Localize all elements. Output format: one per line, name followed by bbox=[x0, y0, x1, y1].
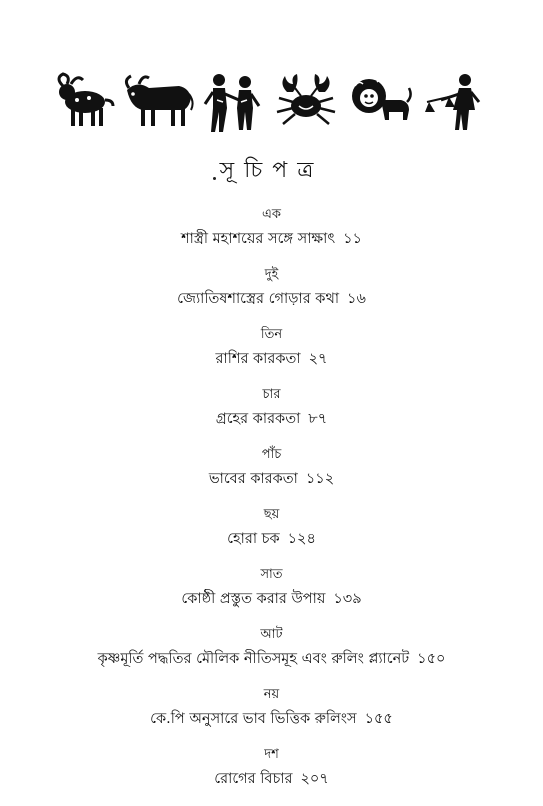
cancer-icon bbox=[273, 72, 339, 132]
aries-icon bbox=[55, 72, 117, 132]
chapter-number: দশ bbox=[264, 747, 279, 762]
zodiac-illustration-row bbox=[55, 72, 485, 134]
toc-line bbox=[0, 649, 543, 669]
toc-line bbox=[0, 289, 543, 309]
toc-line bbox=[0, 349, 543, 369]
chapter-title: রোগের বিচার bbox=[214, 771, 293, 787]
toc-entry bbox=[0, 746, 543, 789]
chapter-number: দুই bbox=[264, 267, 279, 282]
toc-line bbox=[0, 469, 543, 489]
toc-entry bbox=[0, 326, 543, 369]
page-number: ৮৭ bbox=[308, 411, 328, 427]
chapter-title: শাস্ত্রী মহাশয়ের সঙ্গে সাক্ষাৎ bbox=[181, 231, 336, 247]
toc-entry bbox=[0, 626, 543, 669]
toc-entry bbox=[0, 506, 543, 549]
chapter-number: তিন bbox=[260, 327, 283, 342]
chapter-number: নয় bbox=[263, 687, 280, 702]
page-number: ১১ bbox=[343, 231, 362, 247]
chapter-title: কোষ্ঠী প্রস্তুত করার উপায় bbox=[181, 591, 326, 607]
chapter-title: রাশির কারকতা bbox=[215, 351, 301, 367]
chapter-title: কৃষ্ণমূর্তি পদ্ধতির মৌলিক নীতিসমূহ এবং রুলিং প্ল্যানেট bbox=[97, 651, 410, 667]
page-number: ১১২ bbox=[305, 471, 335, 487]
chapter-title: গ্রহের কারকতা bbox=[215, 411, 301, 427]
chapter-title: জ্যোতিষশাস্ত্রের গোড়ার কথা bbox=[177, 291, 340, 307]
chapter-number: আট bbox=[260, 627, 283, 642]
page-number: ২৭ bbox=[308, 351, 328, 367]
chapter-number: পাঁচ bbox=[261, 447, 282, 462]
toc-entry bbox=[0, 386, 543, 429]
toc-line bbox=[0, 229, 543, 249]
title-ornament-dot bbox=[213, 177, 216, 180]
gemini-icon bbox=[201, 72, 263, 134]
page-number: ২০৭ bbox=[300, 771, 329, 787]
libra-icon bbox=[423, 72, 485, 132]
chapter-number: এক bbox=[262, 207, 281, 222]
toc-line bbox=[0, 589, 543, 609]
chapter-number: সাত bbox=[260, 567, 283, 582]
chapter-title: কে.পি অনুসারে ভাব ভিত্তিক রুলিংস bbox=[150, 711, 357, 727]
page-number: ১২৪ bbox=[287, 531, 316, 547]
taurus-icon bbox=[121, 72, 195, 132]
toc-entry bbox=[0, 566, 543, 609]
chapter-number: ছয় bbox=[263, 507, 280, 522]
page-title: সূচিপত্র bbox=[219, 158, 324, 183]
toc-line bbox=[0, 529, 543, 549]
table-of-contents bbox=[0, 206, 543, 806]
page-number: ১৬ bbox=[347, 291, 366, 307]
chapter-title: হোরা চক bbox=[227, 531, 280, 547]
toc-entry bbox=[0, 686, 543, 729]
leo-icon bbox=[347, 72, 413, 132]
chapter-number: চার bbox=[262, 387, 281, 402]
toc-line bbox=[0, 709, 543, 729]
toc-entry bbox=[0, 206, 543, 249]
toc-line bbox=[0, 409, 543, 429]
page-number: ১৩৯ bbox=[333, 591, 362, 607]
toc-entry bbox=[0, 446, 543, 489]
page-number: ১৫৫ bbox=[364, 711, 393, 727]
chapter-title: ভাবের কারকতা bbox=[208, 471, 298, 487]
toc-entry bbox=[0, 266, 543, 309]
page-number: ১৫০ bbox=[417, 651, 446, 667]
toc-line bbox=[0, 769, 543, 789]
